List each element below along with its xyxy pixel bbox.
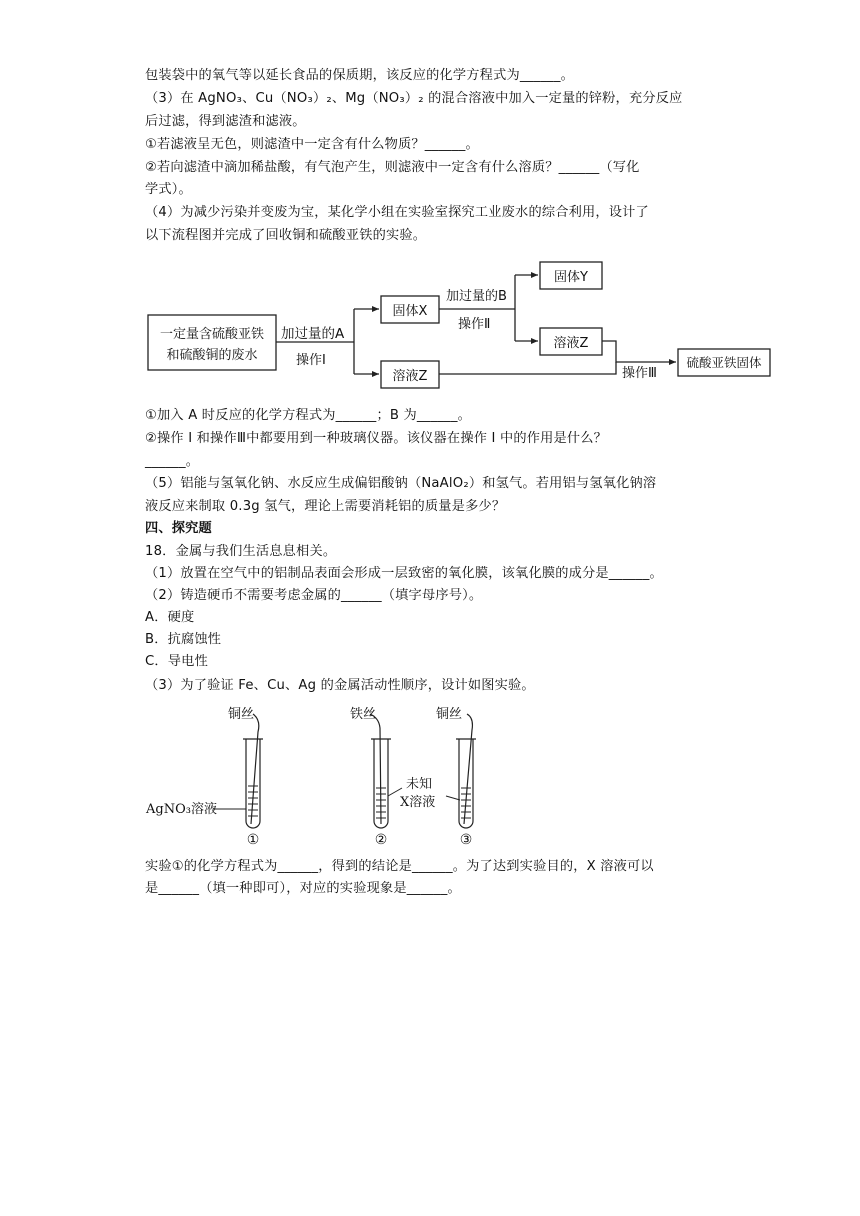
unknown-label-1: 未知 [406, 777, 433, 792]
text-line: （3）为了验证 Fe、Cu、Ag 的金属活动性顺序，设计如图实验。 [145, 678, 535, 693]
tube2-wire-label: 铁丝 [350, 707, 377, 722]
solution-z-lower-label: 溶液Z [392, 369, 428, 384]
copper-wire-1 [251, 714, 259, 824]
option-b: B．抗腐蚀性 [145, 632, 222, 647]
operation-1-label: 操作Ⅰ [296, 353, 326, 368]
silver-nitrate-label: AgNO₃溶液 [146, 802, 217, 817]
unknown-label-2: X溶液 [400, 795, 436, 810]
flow-chart [140, 258, 780, 393]
text-line: 后过滤，得到滤渣和滤液。 [145, 114, 306, 129]
test-tube-3 [446, 714, 476, 828]
operation-3-label: 操作Ⅲ [622, 366, 657, 381]
tube1-wire-label: 铜丝 [228, 707, 255, 722]
text-line: （1）放置在空气中的铝制品表面会形成一层致密的氧化膜，该氧化膜的成分是______。 [145, 566, 663, 581]
test-tube-2 [370, 714, 402, 828]
question-title: 18．金属与我们生活息息相关。 [145, 544, 337, 559]
text-line: 以下流程图并完成了回收铜和硫酸亚铁的实验。 [145, 228, 427, 243]
product-label: 硫酸亚铁固体 [686, 355, 762, 370]
text-line: 液反应来制取 0.3g 氢气，理论上需要消耗铝的质量是多少？ [145, 499, 506, 514]
text-line: 学式）。 [145, 182, 192, 197]
text-line: 实验①的化学方程式为______，得到的结论是______。为了达到实验目的，X 溶液可以 [145, 859, 654, 874]
text-line: ①若滤液呈无色，则滤渣中一定含有什么物质？______。 [145, 137, 479, 152]
text-line: ①加入 A 时反应的化学方程式为______；B 为______。 [145, 408, 472, 423]
test-tube-1 [213, 714, 263, 828]
tube-number-1: ① [246, 832, 260, 848]
text-line: （5）铝能与氢氧化钠、水反应生成偏铝酸钠（NaAlO₂）和氢气。若用铝与氢氧化钠溶 [145, 476, 657, 491]
text-line: ②操作 Ⅰ 和操作Ⅲ中都要用到一种玻璃仪器。该仪器在操作 Ⅰ 中的作用是什么？ [145, 431, 608, 446]
section-heading: 四、探究题 [145, 521, 212, 536]
text-line: （2）铸造硬币不需要考虑金属的______（填字母序号）。 [145, 588, 483, 603]
iron-wire [370, 714, 381, 824]
text-line: ______。 [145, 454, 200, 469]
wastewater-label-1: 一定量含硫酸亚铁 [159, 327, 265, 342]
test-tube-figure [140, 700, 500, 850]
solid-x-label: 固体X [392, 304, 428, 319]
tube-number-2: ② [374, 832, 388, 848]
solid-y-label: 固体Y [554, 270, 588, 285]
copper-wire-3 [464, 714, 472, 824]
option-a: A．硬度 [145, 610, 195, 625]
text-line: 是______（填一种即可），对应的实验现象是______。 [145, 881, 461, 896]
tube3-wire-label: 铜丝 [436, 707, 463, 722]
option-c: C．导电性 [145, 654, 208, 669]
text-line: （4）为减少污染并变废为宝，某化学小组在实验室探究工业废水的综合利用，设计了 [145, 205, 649, 220]
add-a-label: 加过量的A [281, 326, 345, 342]
text-line: ②若向滤渣中滴加稀盐酸，有气泡产生，则滤液中一定含有什么溶质？______（写化 [145, 160, 640, 175]
add-b-label: 加过量的B [446, 289, 507, 304]
text-line: （3）在 AgNO₃、Cu（NO₃）₂、Mg（NO₃）₂ 的混合溶液中加入一定量的锌粉，充分反应 [145, 91, 683, 106]
wastewater-label-2: 和硫酸铜的废水 [166, 348, 258, 363]
text-line: 包装袋中的氧气等以延长食品的保质期，该反应的化学方程式为______。 [145, 68, 574, 83]
solution-z-upper-label: 溶液Z [553, 336, 589, 351]
operation-2-label: 操作Ⅱ [458, 317, 491, 332]
tube-number-3: ③ [459, 832, 473, 848]
